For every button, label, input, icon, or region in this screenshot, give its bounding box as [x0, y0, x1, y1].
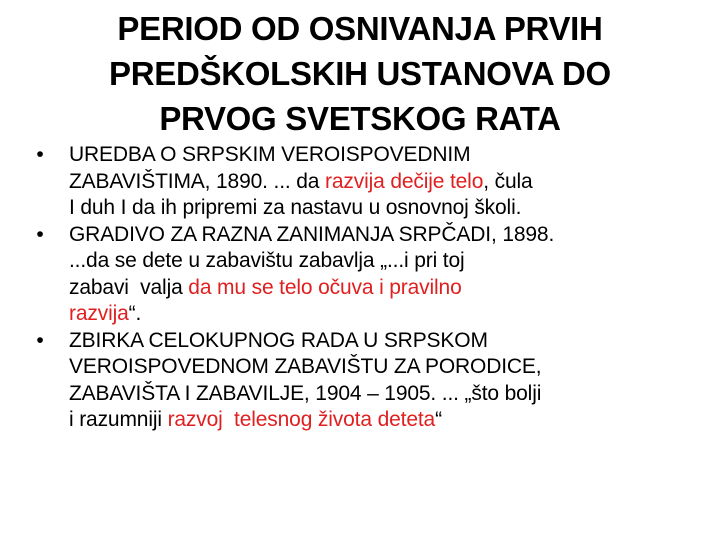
bullet-line: [69, 328, 708, 355]
text-run: “: [435, 408, 442, 431]
text-run: VEROISPOVEDNOM ZABAVIŠTU ZA PORODICE,: [69, 355, 542, 378]
text-run: , čula: [483, 169, 533, 193]
highlighted-text: razvoj telesnog života deteta: [167, 408, 436, 431]
title-line: PREDŠKOLSKIH USTANOVA DO: [109, 55, 611, 92]
bullet-line: [69, 195, 708, 222]
bullet-line: [69, 354, 708, 381]
bullet-item: [28, 328, 708, 434]
text-run: ZBIRKA CELOKUPNOG RADA U SRPSKOM: [69, 328, 488, 352]
text-run: ...da se dete u zabavištu zabavlja „...i pri toj: [69, 249, 465, 272]
text-run: GRADIVO ZA RAZNA ZANIMANJA SRPČADI, 1898.: [69, 222, 555, 246]
bullet-list: [28, 142, 708, 434]
title-line: PRVOG SVETSKOG RATA: [159, 100, 561, 137]
bullet-line: [69, 248, 708, 275]
text-run: ZABAVIŠTA I ZABAVILJE, 1904 – 1905. ... „što bolji: [69, 381, 542, 405]
bullet-dot: •: [36, 328, 44, 352]
text-run: “.: [128, 302, 142, 325]
text-run: I duh I da ih pripremi za nastavu u osnovnoj školi.: [69, 196, 522, 219]
bullet-item: [28, 222, 708, 328]
text-run: UREDBA O SRPSKIM VEROISPOVEDNIM: [69, 143, 471, 166]
text-run: ZABAVIŠTIMA, 1890. ... da: [69, 169, 325, 193]
bullet-line: [69, 301, 708, 328]
bullet-line: [69, 169, 708, 196]
bullet-line: [69, 381, 708, 408]
slide-title: [70, 6, 650, 141]
highlighted-text: da mu se telo očuva i pravilno: [188, 275, 462, 299]
highlighted-text: razvija: [69, 302, 129, 325]
highlighted-text: razvija dečije telo: [325, 169, 484, 193]
bullet-line: [69, 142, 708, 169]
bullet-line: [69, 222, 708, 249]
text-run: zabavi valja: [69, 275, 189, 299]
title-line: PERIOD OD OSNIVANJA PRVIH: [117, 10, 603, 47]
bullet-line: [69, 275, 708, 302]
text-run: i razumniji: [69, 408, 168, 431]
bullet-dot: •: [36, 143, 44, 166]
bullet-line: [69, 407, 708, 434]
bullet-item: [28, 142, 708, 222]
bullet-dot: •: [36, 222, 44, 246]
